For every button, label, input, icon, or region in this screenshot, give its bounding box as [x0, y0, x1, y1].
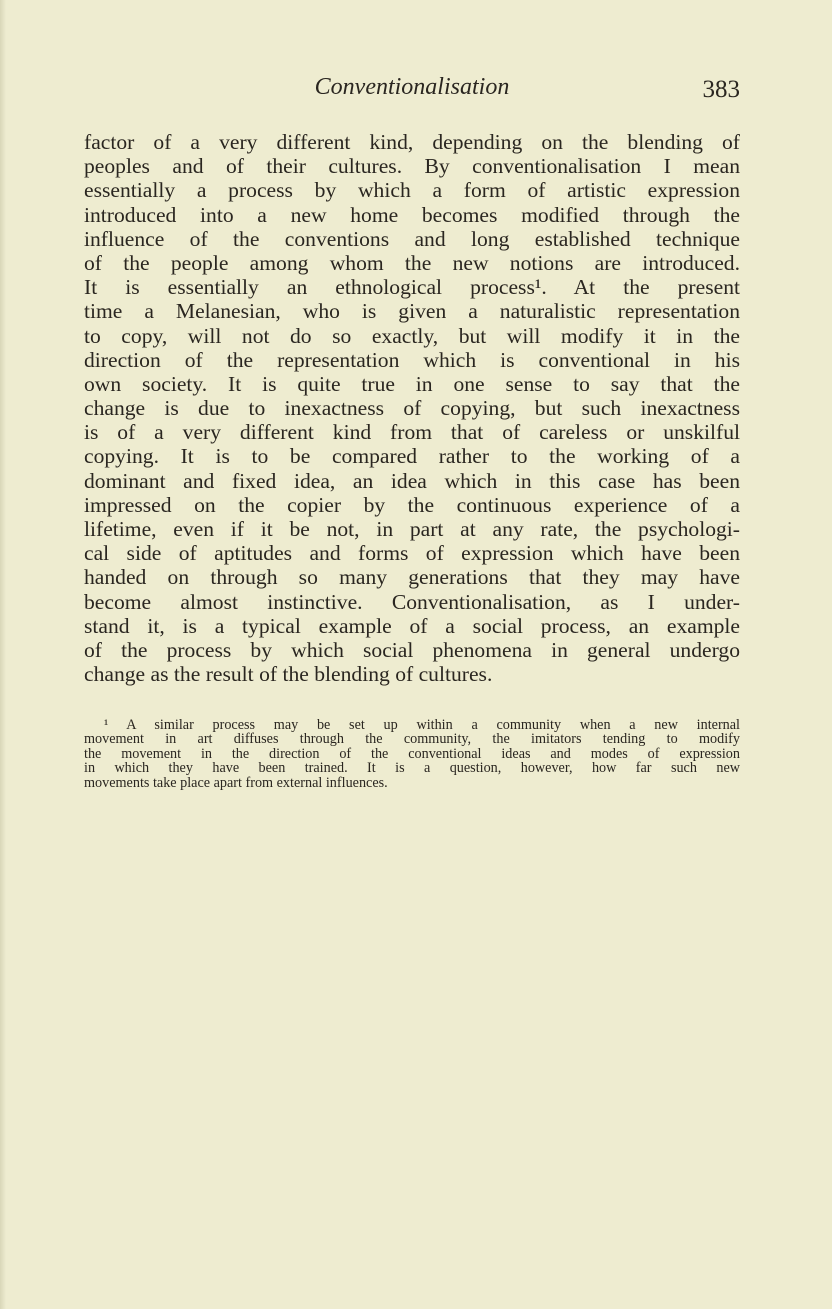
text-line: become almost instinctive. Conventionalisation, as I under-	[84, 589, 740, 614]
text-line: time a Melanesian, who is given a naturalistic representation	[84, 299, 740, 324]
text-line: cal side of aptitudes and forms of expression which have been	[84, 541, 740, 566]
page-header	[84, 74, 740, 108]
text-line: of the process by which social phenomena in general undergo	[84, 637, 740, 662]
text-line: peoples and of their cultures. By conventionalisation I mean	[84, 154, 740, 179]
text-line: stand it, is a typical example of a social process, an example	[84, 613, 740, 638]
text-line: dominant and fixed idea, an idea which in this case has been	[84, 468, 740, 493]
footnote-line: in which they have been trained. It is a question, however, how far such new	[84, 760, 740, 777]
text-line: is of a very different kind from that of careless or unskilful	[84, 420, 740, 445]
footnote	[84, 718, 740, 790]
footnote-line: movement in art diffuses through the community, the imitators tending to modify	[84, 731, 740, 748]
text-line: lifetime, even if it be not, in part at any rate, the psychologi-	[84, 517, 740, 541]
text-line: It is essentially an ethnological process¹. At the present	[84, 275, 740, 300]
text-line: change is due to inexactness of copying, but such inexactness	[84, 396, 740, 421]
text-line: of the people among whom the new notions are introduced.	[84, 250, 740, 275]
footnote-line: ¹ A similar process may be set up within a community when a new internal	[104, 717, 740, 733]
text-line: impressed on the copier by the continuous experience of a	[84, 492, 740, 517]
text-line: copying. It is to be compared rather to the working of a	[84, 444, 740, 469]
footnote-line: movements take place apart from external influences.	[84, 774, 388, 791]
page-edge-shadow	[0, 0, 6, 1309]
text-line: influence of the conventions and long established technique	[84, 226, 740, 251]
page-number: 383	[702, 76, 740, 103]
text-line: to copy, will not do so exactly, but will modify it in the	[84, 323, 740, 348]
text-line: handed on through so many generations that they may have	[84, 565, 740, 590]
text-line: factor of a very different kind, depending on the blending of	[84, 130, 740, 154]
text-line: introduced into a new home becomes modified through the	[84, 202, 740, 227]
footnote-line: the movement in the direction of the conventional ideas and modes of expression	[84, 745, 740, 762]
text-line: own society. It is quite true in one sense to say that the	[84, 371, 740, 396]
text-line: essentially a process by which a form of artistic expression	[84, 178, 740, 203]
text-line: direction of the representation which is conventional in his	[84, 347, 740, 372]
text-line: change as the result of the blending of cultures.	[84, 662, 493, 687]
running-title: Conventionalisation	[314, 74, 510, 100]
body-text	[84, 130, 740, 686]
